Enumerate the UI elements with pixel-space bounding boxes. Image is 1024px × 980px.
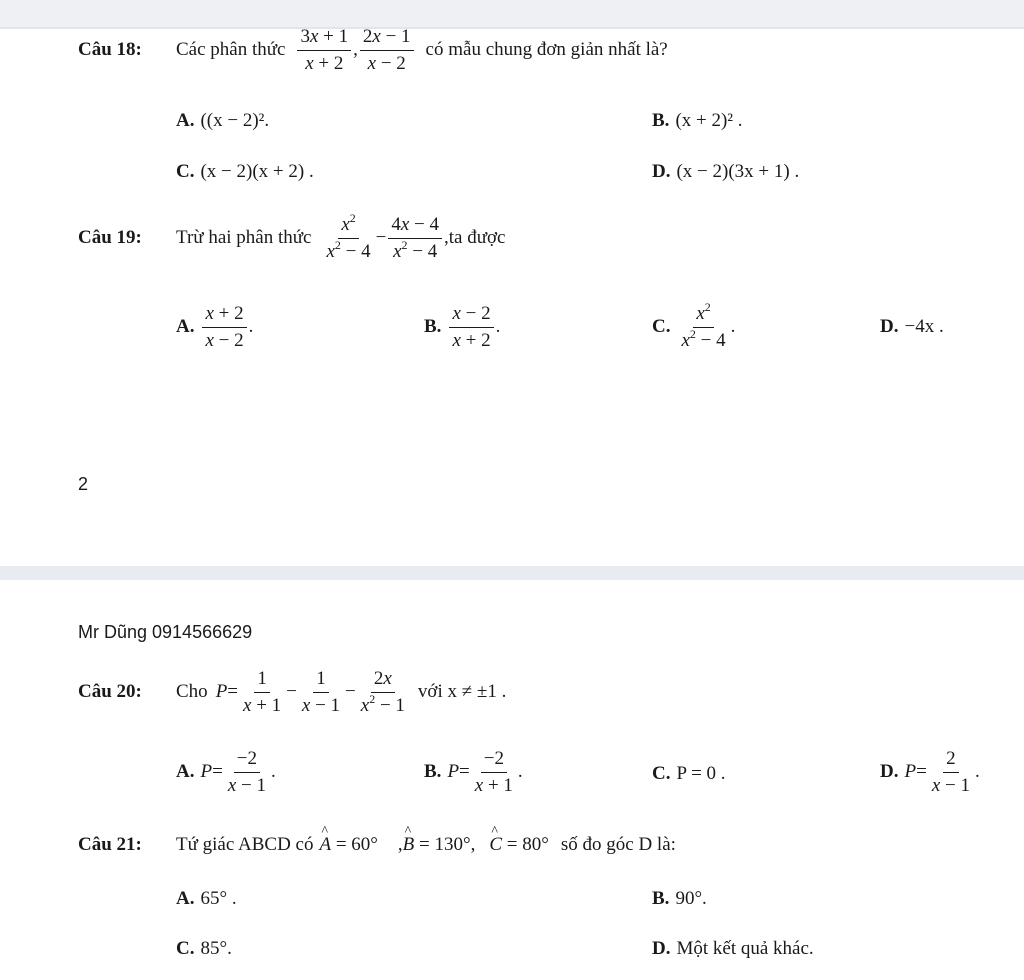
fraction: $\frac{2x}{x^2 - 1}$	[360, 668, 405, 716]
option-a: A. ((x − 2)².	[176, 110, 270, 131]
page-separator	[0, 566, 1024, 580]
option-d: D. (x − 2)(3x + 1) .	[652, 161, 800, 182]
question-text: Các phân thức	[176, 39, 286, 61]
question-19: Câu 19: Trừ hai phân thức $\frac{x^2}{x^2 - 4}$ − $\frac{4x - 4}{x^2 - 4}$ ,ta được	[78, 211, 506, 262]
fraction: $\frac{3x + 1}{x + 2}$	[297, 26, 351, 75]
fraction: $\frac{1}{x - 1}$	[301, 668, 341, 716]
fraction: $\frac{1}{x + 1}$	[243, 668, 282, 716]
option-d: D. P = $\frac{2}{x - 1}$ .	[880, 748, 980, 796]
option-a: A. 65° .	[176, 888, 237, 909]
fraction: $\frac{4x - 4}{x^2 - 4}$	[388, 214, 442, 263]
option-d: D. −4x .	[880, 316, 944, 337]
question-18: Câu 18: Các phân thức $\frac{3x + 1}{x + 2}$ , $\frac{2x - 1}{x - 2}$ có mẫu chung đơn giản nhất là?	[78, 26, 668, 74]
question-label: Câu 18:	[78, 39, 142, 61]
option-b: B. P = $\frac{-2}{x + 1}$ .	[424, 748, 523, 796]
question-label: Câu 20:	[78, 681, 142, 703]
question-text: ,ta được	[444, 227, 506, 249]
option-b: B. (x + 2)² .	[652, 110, 743, 131]
option-c: C. (x − 2)(x + 2) .	[176, 161, 314, 182]
question-text: Cho	[176, 681, 208, 703]
option-b: B. 90°.	[652, 888, 707, 909]
option-c: C. 85°.	[176, 938, 232, 959]
question-text: với x ≠ ±1 .	[417, 681, 507, 703]
option-b: B. $\frac{x - 2}{x + 2}$ .	[424, 303, 501, 351]
question-label: Câu 19:	[78, 227, 142, 249]
option-a: A. P = $\frac{-2}{x - 1}$ .	[176, 748, 276, 796]
option-a: A. $\frac{x + 2}{x - 2}$ .	[176, 303, 254, 351]
option-d: D. Một kết quả khác.	[652, 938, 814, 959]
question-label: Câu 21:	[78, 834, 142, 855]
option-c: C. $\frac{x^2}{x^2 - 4}$ .	[652, 300, 736, 351]
author-header: Mr Dũng 0914566629	[78, 622, 253, 642]
page-number: 2	[78, 474, 89, 494]
question-21: Câu 21: Tứ giác ABCD có ^ A = 60° ,^ B = 130°, ^ C = 80° số đo góc D là:	[78, 834, 676, 856]
fraction: $\frac{x^2}{x^2 - 4}$	[326, 211, 371, 262]
fraction: $\frac{2x - 1}{x - 2}$	[360, 26, 414, 75]
option-c: C. P = 0 .	[652, 763, 726, 784]
question-text: có mẫu chung đơn giản nhất là?	[425, 39, 668, 61]
question-text: Tứ giác ABCD có	[176, 834, 314, 855]
question-20: Câu 20: Cho P = $\frac{1}{x + 1}$ − $\frac{1}{x - 1}$ − $\frac{2x}{x^2 - 1}$ với x ≠ ±1 .	[78, 668, 507, 716]
top-band	[0, 0, 1024, 28]
question-text: Trừ hai phân thức	[176, 227, 312, 249]
question-text: số đo góc D là:	[560, 834, 676, 855]
